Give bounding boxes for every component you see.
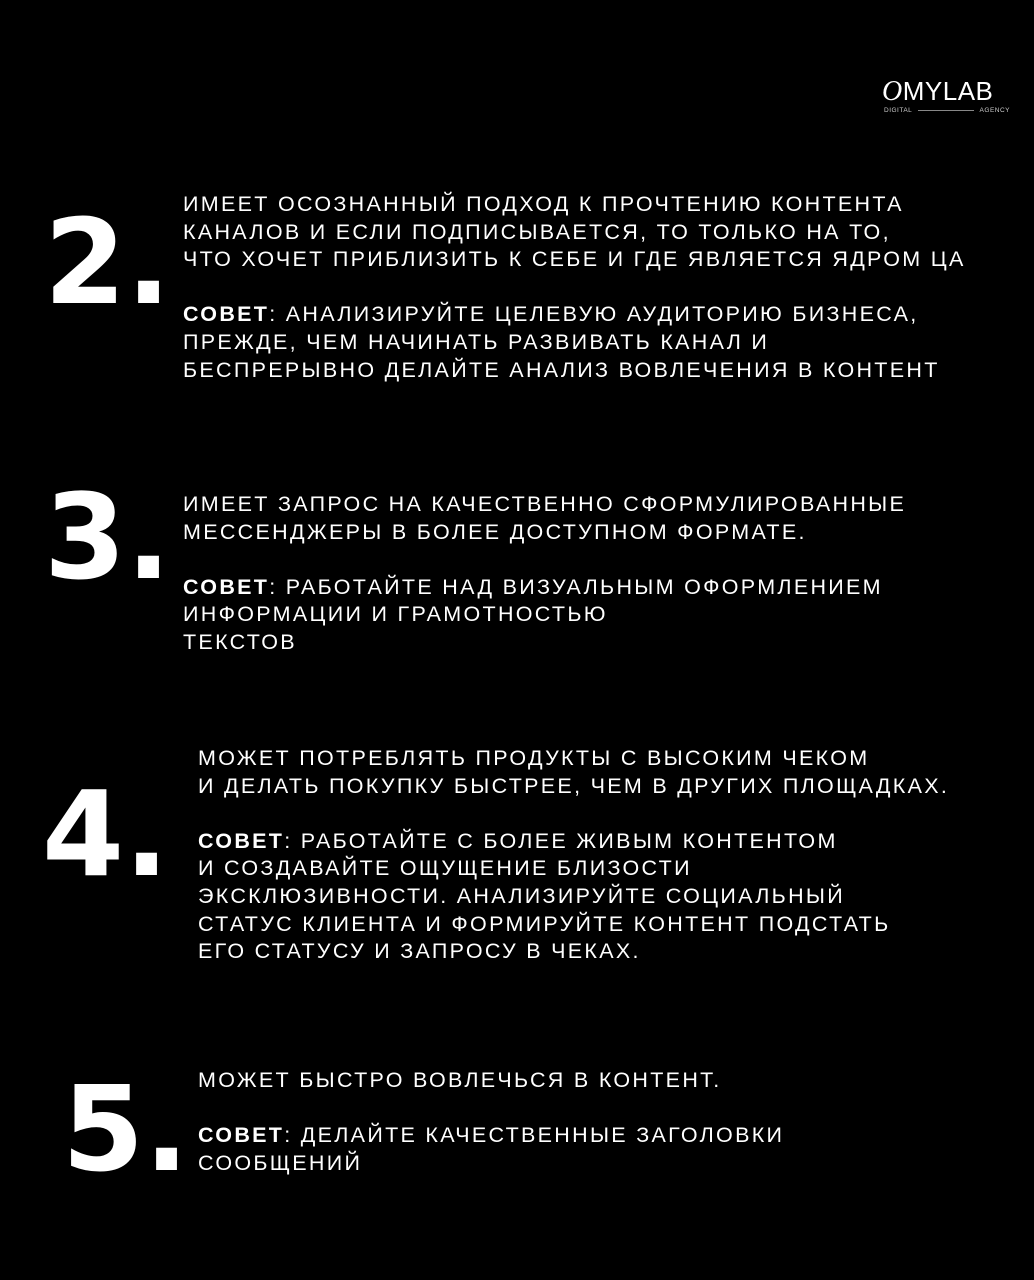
advice-text: : РАБОТАЙТЕ С БОЛЕЕ ЖИВЫМ КОНТЕНТОМ xyxy=(284,828,838,853)
item-line: ИМЕЕТ ОСОЗНАННЫЙ ПОДХОД К ПРОЧТЕНИЮ КОНТЕНТА xyxy=(183,192,904,216)
item-line: И ДЕЛАТЬ ПОКУПКУ БЫСТРЕЕ, ЧЕМ В ДРУГИХ ПЛОЩАДКАХ. xyxy=(198,773,950,798)
brand-logo xyxy=(882,76,1012,120)
logo-sub-right: AGENCY xyxy=(979,107,1010,114)
advice-line: СТАТУС КЛИЕНТА И ФОРМИРУЙТЕ КОНТЕНТ ПОДСТАТЬ xyxy=(198,911,891,936)
item-text xyxy=(198,1067,784,1177)
advice-text: : АНАЛИЗИРУЙТЕ ЦЕЛЕВУЮ АУДИТОРИЮ БИЗНЕСА, xyxy=(269,302,919,327)
logo-subtitle xyxy=(884,107,1010,114)
item-number: 4. xyxy=(42,765,169,903)
advice-label: СОВЕТ xyxy=(183,574,270,599)
item-line: МЕССЕНДЖЕРЫ В БОЛЕЕ ДОСТУПНОМ ФОРМАТЕ. xyxy=(183,519,807,544)
advice-line xyxy=(183,574,906,602)
logo-divider xyxy=(918,110,973,111)
item-line: ЧТО ХОЧЕТ ПРИБЛИЗИТЬ К СЕБЕ И ГДЕ ЯВЛЯЕТСЯ ЯДРОМ ЦА xyxy=(183,247,966,272)
advice-line: ЭКСКЛЮЗИВНОСТИ. АНАЛИЗИРУЙТЕ СОЦИАЛЬНЫЙ xyxy=(198,883,845,908)
item-number: 5. xyxy=(62,1060,189,1198)
advice-line: ТЕКСТОВ xyxy=(183,629,297,654)
advice-text: : ДЕЛАЙТЕ КАЧЕСТВЕННЫЕ ЗАГОЛОВКИ xyxy=(284,1123,785,1148)
advice-line: ПРЕЖДЕ, ЧЕМ НАЧИНАТЬ РАЗВИВАТЬ КАНАЛ И xyxy=(183,329,770,354)
item-number: 3. xyxy=(44,468,171,606)
item-line: МОЖЕТ БЫСТРО ВОВЛЕЧЬСЯ В КОНТЕНТ. xyxy=(198,1068,722,1092)
logo-wordmark xyxy=(882,76,993,107)
advice-label: СОВЕТ xyxy=(198,828,285,853)
advice-line xyxy=(198,828,949,856)
advice-label: СОВЕТ xyxy=(198,1123,285,1148)
item-number: 2. xyxy=(44,193,171,331)
advice-label: СОВЕТ xyxy=(183,302,270,327)
item-line: ИМЕЕТ ЗАПРОС НА КАЧЕСТВЕННО СФОРМУЛИРОВАННЫЕ xyxy=(183,492,907,516)
advice-text: : РАБОТАЙТЕ НАД ВИЗУАЛЬНЫМ ОФОРМЛЕНИЕМ xyxy=(269,574,883,599)
item-text xyxy=(183,191,966,384)
advice-line xyxy=(198,1122,784,1150)
logo-sub-left: DIGITAL xyxy=(884,107,913,114)
item-line: КАНАЛОВ И ЕСЛИ ПОДПИСЫВАЕТСЯ, ТО ТОЛЬКО НА ТО, xyxy=(183,219,891,244)
advice-line xyxy=(183,301,966,329)
advice-line: БЕСПРЕРЫВНО ДЕЛАЙТЕ АНАЛИЗ ВОВЛЕЧЕНИЯ В КОНТЕНТ xyxy=(183,357,940,382)
item-text xyxy=(183,491,906,657)
advice-line: СООБЩЕНИЙ xyxy=(198,1150,363,1175)
advice-line: ЕГО СТАТУСУ И ЗАПРОСУ В ЧЕКАХ. xyxy=(198,939,641,964)
logo-mark: O xyxy=(882,76,903,107)
item-text xyxy=(198,745,949,966)
advice-line: ИНФОРМАЦИИ И ГРАМОТНОСТЬЮ xyxy=(183,602,608,627)
logo-brand-text: MYLAB xyxy=(902,76,994,106)
advice-line: И СОЗДАВАЙТЕ ОЩУЩЕНИЕ БЛИЗОСТИ xyxy=(198,856,692,881)
item-line: МОЖЕТ ПОТРЕБЛЯТЬ ПРОДУКТЫ С ВЫСОКИМ ЧЕКОМ xyxy=(198,746,870,770)
